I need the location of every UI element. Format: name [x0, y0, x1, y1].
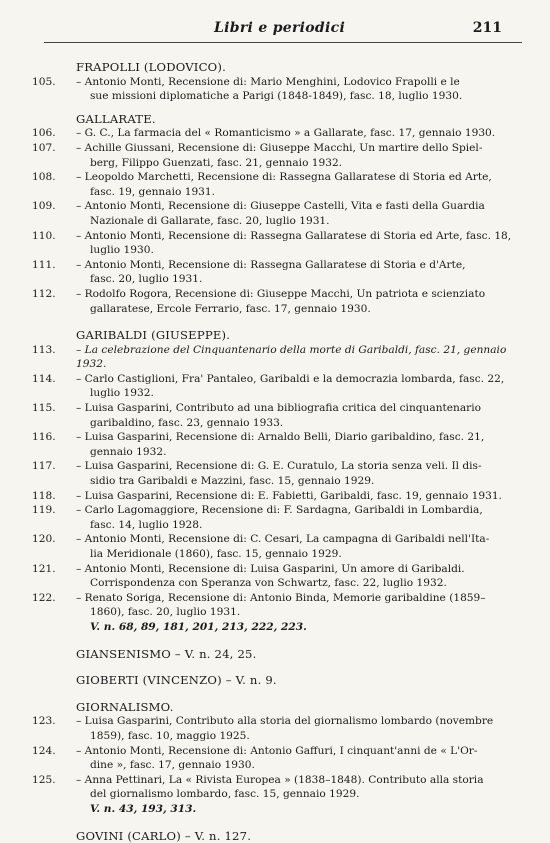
entry-number: 110.	[32, 229, 70, 244]
index-entry	[32, 591, 537, 620]
entry-number: 113.	[32, 343, 70, 358]
entry-line: garibaldino, fasc. 23, gennaio 1933.	[76, 416, 537, 431]
entry-line: – Anna Pettinari, La « Rivista Europea » (1838–1848). Contributo alla storia	[76, 773, 537, 788]
entry-line: – Antonio Monti, Recensione di: Rassegna Gallaratese di Storia ed Arte, fasc. 18,	[76, 229, 537, 244]
entry-line: – Luisa Gasparini, Contributo alla storia del giornalismo lombardo (novembre	[76, 714, 537, 729]
entry-line: – Achille Giussani, Recensione di: Giuseppe Macchi, Un martire dello Spiel-	[76, 141, 537, 156]
section-heading: GIORNALISMO.	[76, 700, 537, 715]
entry-number: 121.	[32, 562, 70, 577]
section-heading: GIANSENISMO – V. n. 24, 25.	[76, 647, 537, 662]
entry-number: 124.	[32, 744, 70, 759]
index-entry	[32, 489, 537, 504]
entry-number: 108.	[32, 170, 70, 185]
entry-line: – G. C., La farmacia del « Romanticismo » a Gallarate, fasc. 17, gennaio 1930.	[76, 126, 537, 141]
entry-line: – Luisa Gasparini, Recensione di: G. E. Curatulo, La storia senza veli. Il dis-	[76, 459, 537, 474]
entry-line: gennaio 1932.	[76, 445, 537, 460]
cross-reference: V. n. 68, 89, 181, 201, 213, 222, 223.	[90, 620, 537, 635]
cross-reference: V. n. 43, 193, 313.	[90, 802, 537, 817]
index-entry	[32, 287, 537, 316]
index-entry	[32, 744, 537, 773]
entry-line: lia Meridionale (1860), fasc. 15, gennaio 1929.	[76, 547, 537, 562]
entry-line: Corrispondenza con Speranza von Schwartz, fasc. 22, luglio 1932.	[76, 576, 537, 591]
index-entry	[32, 141, 537, 170]
header-rule	[44, 42, 522, 43]
section-heading: GARIBALDI (GIUSEPPE).	[76, 328, 537, 343]
index-entry	[32, 170, 537, 199]
entry-number: 115.	[32, 401, 70, 416]
entry-line: luglio 1932.	[76, 386, 537, 401]
entry-line: fasc. 19, gennaio 1931.	[76, 185, 537, 200]
index-content	[32, 60, 537, 843]
index-entry	[32, 773, 537, 802]
running-title: Libri e periodici	[214, 20, 345, 36]
entry-line: 1860), fasc. 20, luglio 1931.	[76, 605, 537, 620]
entry-line: – Luisa Gasparini, Recensione di: E. Fabietti, Garibaldi, fasc. 19, gennaio 1931.	[76, 489, 537, 504]
entry-number: 119.	[32, 503, 70, 518]
entry-line: fasc. 14, luglio 1928.	[76, 518, 537, 533]
running-header	[46, 20, 520, 42]
index-entry	[32, 532, 537, 561]
index-entry	[32, 126, 537, 141]
index-entry	[32, 372, 537, 401]
entry-number: 123.	[32, 714, 70, 729]
entry-number: 125.	[32, 773, 70, 788]
entry-number: 116.	[32, 430, 70, 445]
entry-line: sue missioni diplomatiche a Parigi (1848-1849), fasc. 18, luglio 1930.	[76, 89, 537, 104]
entry-line: dine », fasc. 17, gennaio 1930.	[76, 758, 537, 773]
entry-line: 1859), fasc. 10, maggio 1925.	[76, 729, 537, 744]
entry-line: – Renato Soriga, Recensione di: Antonio Binda, Memorie garibaldine (1859–	[76, 591, 537, 606]
entry-number: 114.	[32, 372, 70, 387]
entry-line: Nazionale di Gallarate, fasc. 20, luglio 1931.	[76, 214, 537, 229]
entry-line: – Carlo Lagomaggiore, Recensione di: F. Sardagna, Garibaldi in Lombardia,	[76, 503, 537, 518]
entry-number: 120.	[32, 532, 70, 547]
entry-line: – Antonio Monti, Recensione di: Giuseppe Castelli, Vita e fasti della Guardia	[76, 199, 537, 214]
entry-line: – Antonio Monti, Recensione di: Mario Menghini, Lodovico Frapolli e le	[76, 75, 537, 90]
entry-line: berg, Filippo Guenzati, fasc. 21, gennaio 1932.	[76, 156, 537, 171]
entry-number: 106.	[32, 126, 70, 141]
entry-number: 105.	[32, 75, 70, 90]
entry-line: – La celebrazione del Cinquantenario della morte di Garibaldi, fasc. 21, gennaio 1932.	[76, 343, 537, 372]
index-entry	[32, 459, 537, 488]
entry-line: sidio tra Garibaldi e Mazzini, fasc. 15, gennaio 1929.	[76, 474, 537, 489]
entry-line: gallaratese, Ercole Ferrario, fasc. 17, gennaio 1930.	[76, 302, 537, 317]
index-entry	[32, 258, 537, 287]
entry-line: fasc. 20, luglio 1931.	[76, 272, 537, 287]
entry-number: 109.	[32, 199, 70, 214]
entry-number: 117.	[32, 459, 70, 474]
entry-line: – Antonio Monti, Recensione di: Luisa Gasparini, Un amore di Garibaldi.	[76, 562, 537, 577]
section-heading: FRAPOLLI (LODOVICO).	[76, 60, 537, 75]
entry-line: del giornalismo lombardo, fasc. 15, gennaio 1929.	[76, 787, 537, 802]
section-heading: GIOBERTI (VINCENZO) – V. n. 9.	[76, 673, 537, 688]
index-entry	[32, 75, 537, 104]
entry-number: 112.	[32, 287, 70, 302]
index-entry	[32, 503, 537, 532]
index-entry	[32, 199, 537, 228]
entry-line: – Luisa Gasparini, Recensione di: Arnaldo Belli, Diario garibaldino, fasc. 21,	[76, 430, 537, 445]
entry-line: – Antonio Monti, Recensione di: Rassegna Gallaratese di Storia e d'Arte,	[76, 258, 537, 273]
entry-line: – Antonio Monti, Recensione di: Antonio Gaffuri, I cinquant'anni de « L'Or-	[76, 744, 537, 759]
index-entry	[32, 714, 537, 743]
section-heading: GALLARATE.	[76, 112, 537, 127]
entry-number: 122.	[32, 591, 70, 606]
index-entry	[32, 430, 537, 459]
entry-line: – Antonio Monti, Recensione di: C. Cesari, La campagna di Garibaldi nell'Ita-	[76, 532, 537, 547]
entry-line: – Leopoldo Marchetti, Recensione di: Rassegna Gallaratese di Storia ed Arte,	[76, 170, 537, 185]
section-heading: GOVINI (CARLO) – V. n. 127.	[76, 829, 537, 843]
index-entry	[32, 562, 537, 591]
entry-number: 111.	[32, 258, 70, 273]
entry-number: 107.	[32, 141, 70, 156]
entry-line: – Carlo Castiglioni, Fra' Pantaleo, Garibaldi e la democrazia lombarda, fasc. 22,	[76, 372, 537, 387]
index-entry	[32, 401, 537, 430]
entry-line: luglio 1930.	[76, 243, 537, 258]
entry-line: – Luisa Gasparini, Contributo ad una bibliografia critica del cinquantenario	[76, 401, 537, 416]
index-entry	[32, 229, 537, 258]
page-number: 211	[473, 20, 502, 36]
entry-line: – Rodolfo Rogora, Recensione di: Giuseppe Macchi, Un patriota e scienziato	[76, 287, 537, 302]
entry-number: 118.	[32, 489, 70, 504]
index-entry	[32, 343, 537, 372]
